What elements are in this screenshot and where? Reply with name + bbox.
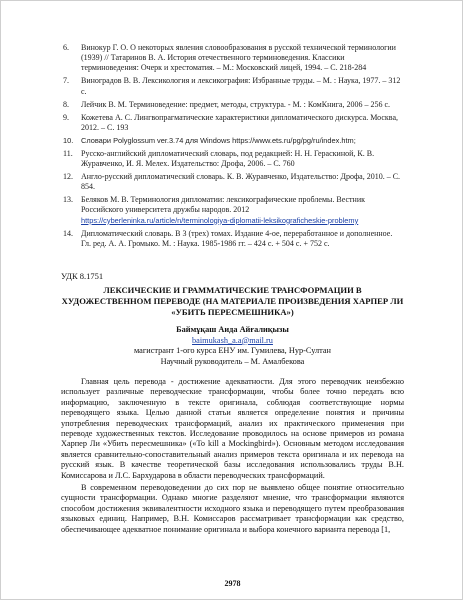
reference-text: Беляков М. В. Терминология дипломатии: лексикографические проблемы. Вестник Российского университета дружбы народов. 2012 bbox=[81, 195, 365, 215]
reference-text: Лейчик В. М. Терминоведение: предмет, методы, структура. - М. : КомКнига, 2006 – 256 с. bbox=[81, 99, 391, 109]
reference-item bbox=[63, 195, 403, 215]
reference-item bbox=[63, 76, 403, 96]
reference-text: Кожетева А. С. Лингвопрагматические характеристики дипломатического дискурса. Москва, 2012. – С. 193 bbox=[81, 112, 399, 132]
author-block bbox=[61, 325, 404, 367]
author-affiliation: магистрант 1-ого курса ЕНУ им. Гумилева, Нур-Султан bbox=[133, 346, 331, 356]
reference-text: Англо-русский дипломатический словарь. К. В. Журавченко, Издательство: Дрофа, 2010. – С. 854. bbox=[81, 172, 401, 192]
paragraph: В современном переводоведении до сих пор не выявлено общее понятие относительно сущности трансформации. Однако многие разделяют мнение, что трансформации являются способом достижения эквивалентности исходного языка и переводящего путем преобразования языковых единиц. Например, В.Н. Комиссаров рассматривает трансформации как средство, обеспечивающее адекватное понимание оригинала и выбора конечного варианта перевода [1, bbox=[61, 483, 404, 534]
reference-item bbox=[63, 100, 403, 110]
reference-item bbox=[63, 43, 403, 74]
reference-link[interactable]: https://cyberleninka.ru/article/n/terminologiya-diplomatii-leksikograficheskie-problemy bbox=[81, 215, 359, 225]
reference-number: 12. bbox=[63, 172, 73, 182]
reference-list bbox=[63, 43, 403, 252]
reference-item bbox=[63, 136, 403, 146]
author-email-link[interactable]: baimukash_a.a@mail.ru bbox=[192, 335, 273, 345]
reference-text: Русско-английский дипломатический словарь, под редакцией: Н. Н. Гераскиной, К. В. Журавченко, И. Я. Мелех. Издательство: Дрофа, 2006. – С. 760 bbox=[81, 148, 375, 169]
supervisor: Научный руководитель – М. Амалбекова bbox=[160, 356, 305, 366]
reference-text: Винокур Г. О. О некоторых явления словообразования в русской технической терминологии (1939) // Татаринов В. А. История отечественного терминоведения. Классики терминоведения: Очерк и хрестоматия. – М.: Московский лицей, 1994. – С. 218-284 bbox=[81, 43, 396, 73]
reference-number: 8. bbox=[63, 99, 69, 109]
reference-number: 9. bbox=[63, 112, 69, 122]
reference-number: 7. bbox=[63, 76, 69, 86]
reference-item bbox=[63, 149, 403, 169]
reference-number: 14. bbox=[63, 228, 73, 238]
author-name: Баймұқаш Аида Айғалиқызы bbox=[176, 325, 289, 334]
reference-number: 10. bbox=[63, 135, 74, 145]
reference-item bbox=[63, 172, 403, 192]
page-number: 2978 bbox=[224, 579, 241, 588]
reference-text: Словари Polyglossum ver.3.74 для Windows https://www.ets.ru/pg/pg/ru/index.htm; bbox=[81, 135, 356, 145]
reference-number: 13. bbox=[63, 195, 73, 205]
article-title: ЛЕКСИЧЕСКИЕ И ГРАММАТИЧЕСКИЕ ТРАНСФОРМАЦИИ В ХУДОЖЕСТВЕННОМ ПЕРЕВОДЕ (НА МАТЕРИАЛЕ ПРОИЗВЕДЕНИЯ ХАРПЕР ЛИ «УБИТЬ ПЕРЕСМЕШНИКА») bbox=[61, 285, 404, 317]
reference-item bbox=[63, 113, 403, 133]
paragraph: Главная цель перевода - достижение адекватности. Для этого переводчик неизбежно использует различные переводческие трансформации, чтобы более точно передать всю информацию, заключенную в тексте оригинала, соблюдая соответствующие нормы переводящего языка. Целью данной статьи является определение понятия и причины употребления переводческих трансформаций, анализ их практического применения при переводе художественных текстов. Исследование проводилось на основе примеров из романа Харпер Ли «Убить пересмешника» («To kill a Mockingbird»). Основным методом исследования является сравнительно-сопоставительный анализ примеров текста оригинала и их перевода на русский язык. В качестве теоретической базы исследования использовались труды В.Н. Комиссарова и Л.С. Бархударова в области переводческих трансформаций. bbox=[61, 377, 404, 480]
article-body bbox=[61, 377, 404, 537]
reference-number: 11. bbox=[63, 148, 73, 158]
udc-code: УДК 8.1751 bbox=[61, 271, 104, 281]
reference-number: 6. bbox=[63, 43, 69, 52]
reference-text: Дипломатический словарь. В 3 (трех) томах. Издание 4-ое, переработанное и дополненное. Гл. ред. А. А. Громыко. М. : Наука. 1985-1986 гг. – 424 с. + 504 с. + 752 с. bbox=[81, 228, 393, 248]
reference-text: Виноградов В. В. Лексикология и лексикография: Избранные труды. – М. : Наука, 1977. – 312 с. bbox=[81, 76, 401, 96]
reference-item bbox=[63, 229, 403, 249]
reference-item bbox=[63, 216, 403, 226]
